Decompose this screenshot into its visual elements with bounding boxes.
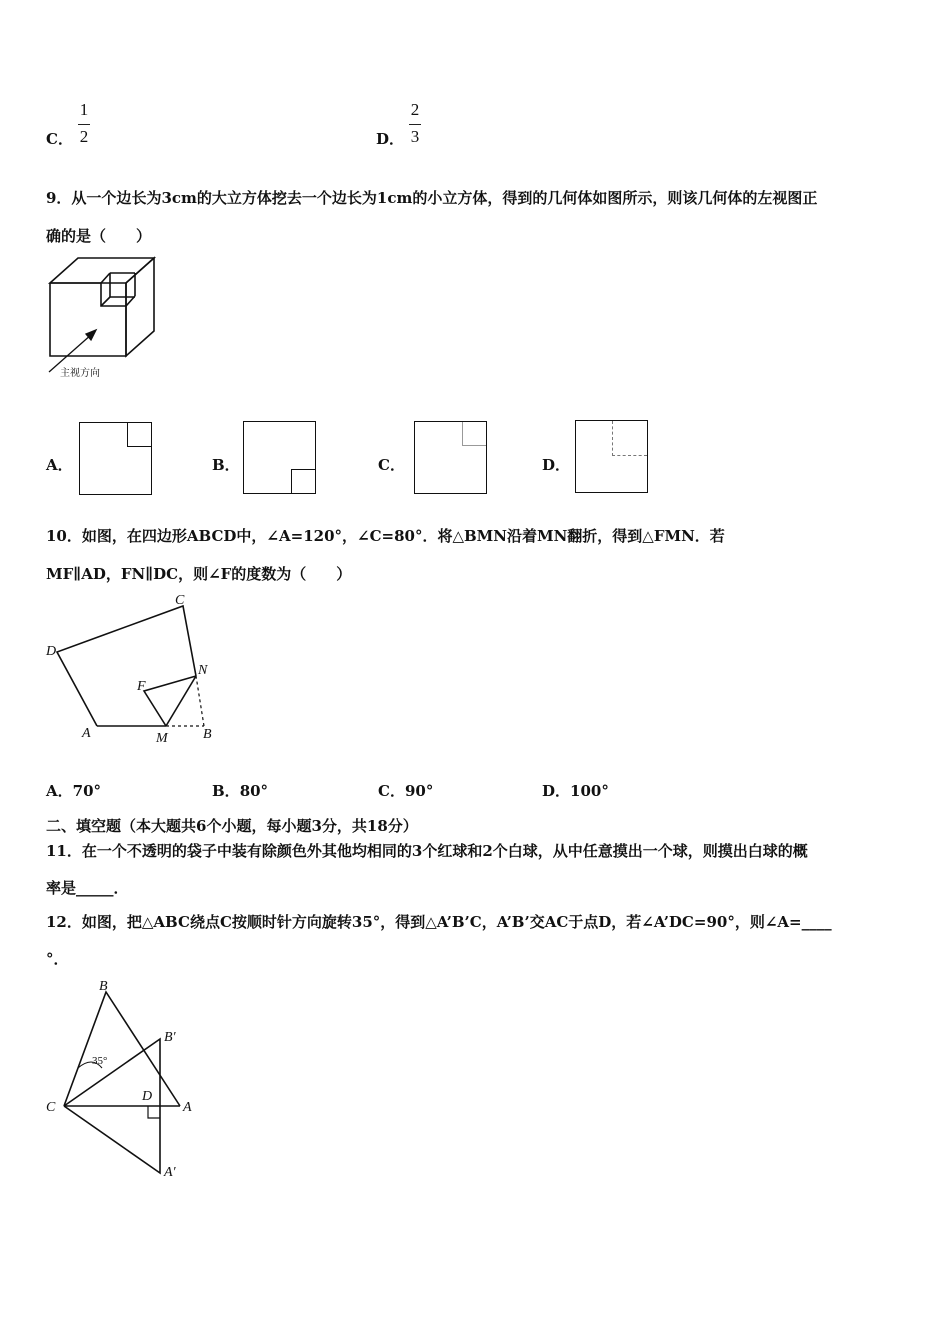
- label-b: B: [99, 979, 108, 994]
- q10-option-a-value: 70°: [72, 782, 102, 800]
- q12-text-line1: 12．如图，把△ABC绕点C按顺时针方向旋转35°，得到△A’B’C，A’B’交AC于点D，若∠A’DC=90°，则∠A=____: [46, 913, 832, 931]
- q10-text-line2: MF∥AD，FN∥DC，则∠F的度数为（ ）: [46, 565, 352, 583]
- q10-option-d-label: D．: [542, 782, 571, 800]
- q9-option-c-label: C．: [378, 456, 405, 474]
- q9-option-d-label: D．: [542, 456, 571, 474]
- angle-label: 35°: [92, 1055, 108, 1067]
- q8-option-d-numerator: 2: [410, 100, 420, 119]
- q9-option-b-label: B．: [212, 456, 240, 474]
- triangle-abc: [64, 992, 180, 1106]
- q9-option-d-figure[interactable]: [575, 420, 648, 493]
- label-b: B: [203, 727, 212, 742]
- q12-rotation-figure: [40, 972, 210, 1187]
- q10-option-d[interactable]: [542, 780, 609, 801]
- label-m: M: [156, 731, 168, 746]
- q11-text-line2: 率是_____．: [46, 879, 129, 897]
- label-d: D: [142, 1089, 153, 1104]
- option-a-inner-square: [127, 423, 151, 447]
- label-a: A: [183, 1100, 192, 1115]
- q8-option-d-label: D．: [376, 130, 405, 148]
- q12-text-line2: °．: [46, 950, 69, 968]
- cube-front-face: [50, 283, 126, 356]
- q10-text-line1: 10．如图，在四边形ABCD中，∠A=120°，∠C=80°．将△BMN沿着MN翻折，得到△FMN．若: [46, 527, 725, 545]
- right-angle-mark: [148, 1106, 160, 1118]
- label-b-prime: B′: [164, 1030, 176, 1045]
- option-c-inner-square: [462, 422, 486, 446]
- q9-option-c-figure[interactable]: [414, 421, 487, 494]
- q8-option-c-numerator: 1: [79, 100, 89, 119]
- label-d: D: [46, 644, 57, 659]
- q10-option-c-value: 90°: [404, 782, 434, 800]
- label-c: C: [46, 1100, 56, 1115]
- q10-option-d-value: 100°: [570, 782, 609, 800]
- cube-top-face: [50, 258, 154, 283]
- q8-option-d-fraction-bar: [409, 124, 421, 125]
- q10-option-a[interactable]: [46, 780, 101, 801]
- q9-text-line2: 确的是（ ）: [46, 227, 152, 245]
- q10-quadrilateral-figure: [40, 590, 230, 750]
- q10-option-c-label: C．: [378, 782, 405, 800]
- option-d-inner-square: [612, 421, 647, 456]
- q9-text-line1: 9．从一个边长为3cm的大立方体挖去一个边长为1cm的小立方体，得到的几何体如图所示，则该几何体的左视图正: [46, 189, 818, 207]
- q9-option-a-figure[interactable]: [79, 422, 152, 495]
- q9-option-a-label: A．: [46, 456, 73, 474]
- label-f: F: [137, 679, 146, 694]
- q10-option-b-label: B．: [212, 782, 240, 800]
- option-b-inner-square: [291, 469, 315, 493]
- q10-option-a-label: A．: [46, 782, 73, 800]
- q10-option-c[interactable]: [378, 780, 433, 801]
- quad-sides: [57, 606, 196, 726]
- q8-option-c-denominator: 2: [79, 127, 89, 146]
- q10-option-b-value: 80°: [239, 782, 269, 800]
- q9-option-b-figure[interactable]: [243, 421, 316, 494]
- q8-option-c-fraction-bar: [78, 124, 90, 125]
- section2-heading: 二、填空题（本大题共6个小题，每小题3分，共18分）: [46, 817, 418, 835]
- q11-text-line1: 11．在一个不透明的袋子中装有除颜色外其他均相同的3个红球和2个白球，从中任意摸出一个球，则摸出白球的概: [46, 842, 808, 860]
- label-a-prime: A′: [164, 1165, 176, 1180]
- q8-option-c-label: C．: [46, 130, 73, 148]
- label-c: C: [175, 593, 185, 608]
- label-a: A: [82, 726, 91, 741]
- q10-option-b[interactable]: [212, 780, 268, 801]
- q9-figure-caption: 主视方向: [60, 368, 100, 379]
- q8-option-d-denominator: 3: [410, 127, 420, 146]
- label-n: N: [198, 663, 208, 678]
